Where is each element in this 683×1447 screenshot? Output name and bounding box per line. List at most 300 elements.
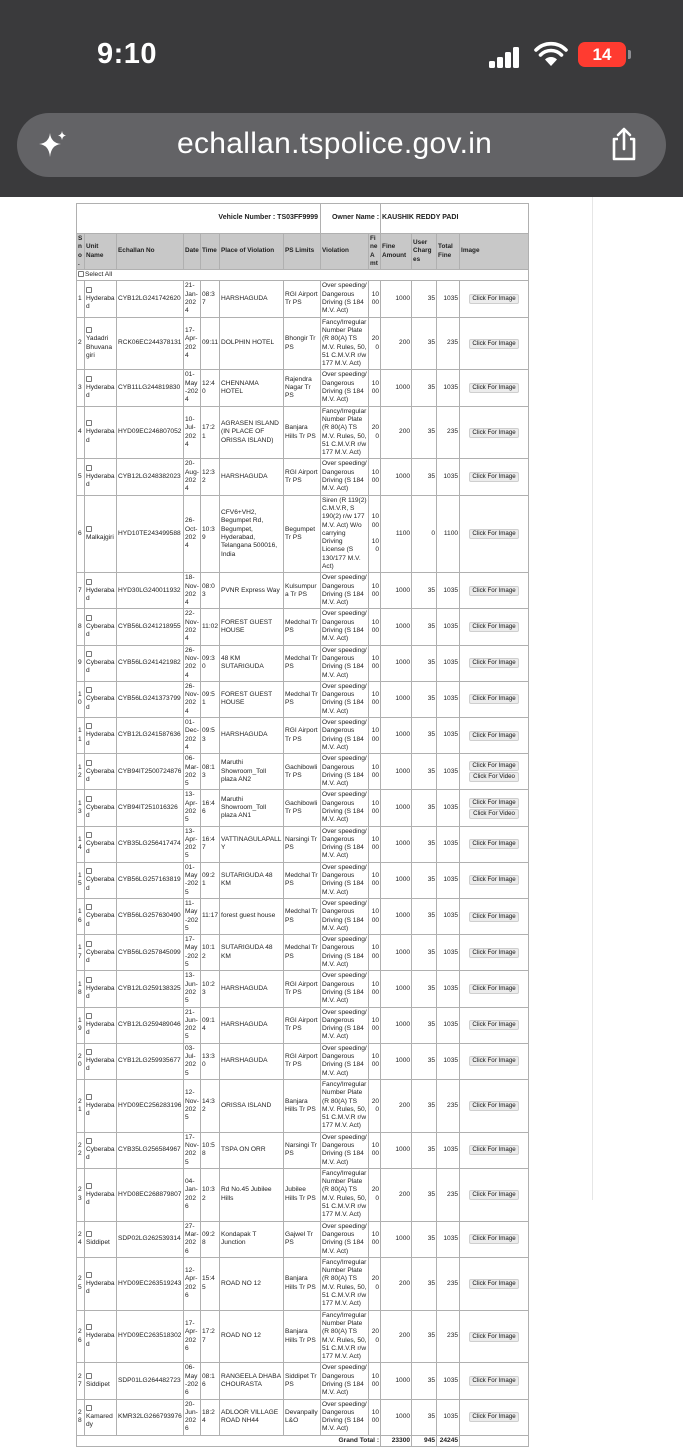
click-for-image-button[interactable]: Click For Image: [469, 1279, 519, 1289]
fine-amount-cell: 1000: [381, 645, 412, 681]
click-for-image-button[interactable]: Click For Image: [469, 948, 519, 958]
user-charges-cell: 35: [412, 1257, 437, 1310]
time-cell: 12:32: [201, 459, 220, 495]
violation-cell: Over speeding/ Dangerous Driving (S 184 M.V. Act): [321, 1007, 369, 1043]
user-charges-cell: 35: [412, 645, 437, 681]
place-cell: PVNR Express Way: [220, 573, 284, 609]
unit-cell: [85, 281, 117, 317]
echallan-no-cell: CYB12LG259935677: [117, 1043, 184, 1079]
total-fine-cell: 235: [437, 1257, 460, 1310]
row-checkbox[interactable]: [86, 579, 92, 585]
user-charges-cell: 35: [412, 971, 437, 1007]
table-row: [77, 790, 529, 826]
total-fine-cell: 1035: [437, 459, 460, 495]
grand-total-user-charges: 945: [412, 1435, 437, 1446]
sno-cell: 26: [77, 1310, 85, 1363]
vehicle-info-row: [77, 204, 529, 234]
image-cell: [460, 1363, 529, 1399]
date-cell: 26-Nov-2024: [184, 645, 201, 681]
unit-name: Hyderabad: [86, 428, 115, 444]
row-checkbox[interactable]: [86, 687, 92, 693]
time-cell: 16:46: [201, 790, 220, 826]
echallan-no-cell: HYD10TE243499588: [117, 495, 184, 573]
unit-cell: [85, 1079, 117, 1132]
row-checkbox[interactable]: [86, 1272, 92, 1278]
date-cell: 17-Nov-2025: [184, 1132, 201, 1168]
fine-amt-cell: [369, 370, 381, 406]
row-checkbox[interactable]: [86, 977, 92, 983]
click-for-image-button[interactable]: Click For Image: [469, 383, 519, 393]
time-cell: 08:37: [201, 281, 220, 317]
user-charges-cell: 35: [412, 681, 437, 717]
unit-cell: [85, 826, 117, 862]
echallan-no-cell: CYB56LG241373799: [117, 681, 184, 717]
row-checkbox[interactable]: [86, 327, 92, 333]
row-checkbox[interactable]: [86, 1405, 92, 1411]
time-cell: 09:14: [201, 1007, 220, 1043]
row-checkbox[interactable]: [86, 1138, 92, 1144]
fine-amt-cell: [369, 1257, 381, 1310]
place-cell: CHENNAMA HOTEL: [220, 370, 284, 406]
echallan-no-cell: CYB56LG241218955: [117, 609, 184, 645]
total-fine-cell: 235: [437, 1310, 460, 1363]
total-fine-cell: 1035: [437, 1043, 460, 1079]
unit-name: Cyberabad: [86, 622, 115, 639]
fine-amt-cell: [369, 317, 381, 370]
click-for-image-button[interactable]: Click For Image: [469, 622, 519, 632]
unit-cell: [85, 862, 117, 898]
fine-amt: 1000: [371, 1053, 380, 1069]
row-checkbox[interactable]: [86, 376, 92, 382]
column-header: Total Fine: [437, 234, 460, 270]
ps-limits-cell: Kulsumpura Tr PS: [284, 573, 321, 609]
click-for-image-button[interactable]: Click For Image: [469, 586, 519, 596]
fine-amt-cell: [369, 971, 381, 1007]
fine-amount-cell: 200: [381, 1168, 412, 1221]
click-for-image-button[interactable]: Click For Image: [469, 658, 519, 668]
user-charges-cell: 35: [412, 1310, 437, 1363]
click-for-image-button[interactable]: Click For Image: [469, 472, 519, 482]
time-cell: 08:03: [201, 573, 220, 609]
fine-amount-cell: 1000: [381, 370, 412, 406]
user-charges-cell: 35: [412, 1399, 437, 1435]
ps-limits-cell: Jubilee Hills Tr PS: [284, 1168, 321, 1221]
click-for-video-button[interactable]: Click For Video: [469, 809, 519, 819]
place-cell: TSPA ON ORR: [220, 1132, 284, 1168]
table-row: [77, 1007, 529, 1043]
table-row: [77, 317, 529, 370]
echallan-no-cell: CYB11LG244819830: [117, 370, 184, 406]
total-fine-cell: 1100: [437, 495, 460, 573]
row-checkbox[interactable]: [86, 287, 92, 293]
fine-amount-cell: 200: [381, 1257, 412, 1310]
fine-amount-cell: 1000: [381, 281, 412, 317]
total-fine-cell: 1035: [437, 1363, 460, 1399]
fine-amt: 1000: [371, 727, 380, 743]
click-for-image-button[interactable]: Click For Image: [469, 1234, 519, 1244]
click-for-image-button[interactable]: Click For Image: [469, 731, 519, 741]
table-row: [77, 1363, 529, 1399]
image-cell: [460, 495, 529, 573]
column-header: Fine Amt: [369, 234, 381, 270]
user-charges-cell: 35: [412, 898, 437, 934]
fine-amt: 1000: [371, 1016, 380, 1033]
violation-cell: Over speeding/ Dangerous Driving (S 184 M.V. Act): [321, 718, 369, 754]
click-for-image-button[interactable]: Click For Image: [469, 912, 519, 922]
click-for-image-button[interactable]: Click For Image: [469, 1056, 519, 1066]
unit-cell: [85, 459, 117, 495]
browser-chrome: [0, 0, 683, 197]
ps-limits-cell: Banjara Hills Tr PS: [284, 1310, 321, 1363]
row-checkbox[interactable]: [86, 1013, 92, 1019]
place-cell: Kondapak T Junction: [220, 1221, 284, 1257]
date-cell: 22-Nov-2024: [184, 609, 201, 645]
fine-amt-cell: [369, 898, 381, 934]
row-checkbox[interactable]: [86, 941, 92, 947]
sno-cell: 7: [77, 573, 85, 609]
sno-cell: 28: [77, 1399, 85, 1435]
total-fine-cell: 1035: [437, 573, 460, 609]
total-fine-cell: 1035: [437, 1132, 460, 1168]
fine-amount-cell: 1000: [381, 573, 412, 609]
scrollbar-track[interactable]: [592, 197, 593, 1200]
user-charges-cell: 35: [412, 459, 437, 495]
violation-cell: Fancy/Irregular Number Plate (R 80(A) TS M.V. Rules, 50, 51 C.M.V.R r/w 177 M.V. Act): [321, 317, 369, 370]
fine-amount-cell: 1000: [381, 790, 412, 826]
place-cell: SUTARIGUDA 48 KM: [220, 862, 284, 898]
image-cell: [460, 1007, 529, 1043]
fine-amount-cell: 1000: [381, 459, 412, 495]
user-charges-cell: 35: [412, 370, 437, 406]
echallan-no-cell: CYB12LG241742620: [117, 281, 184, 317]
click-for-image-button[interactable]: Click For Image: [469, 1145, 519, 1155]
table-row: [77, 1221, 529, 1257]
time-cell: 17:27: [201, 1310, 220, 1363]
click-for-image-button[interactable]: Click For Image: [469, 428, 519, 438]
date-cell: 12-Apr-2026: [184, 1257, 201, 1310]
row-checkbox[interactable]: [86, 760, 92, 766]
row-checkbox[interactable]: [86, 1183, 92, 1189]
date-cell: 21-Jun-2025: [184, 1007, 201, 1043]
place-cell: ROAD NO 12: [220, 1257, 284, 1310]
click-for-video-button[interactable]: Click For Video: [469, 772, 519, 782]
user-charges-cell: 35: [412, 1363, 437, 1399]
column-header: User Charges: [412, 234, 437, 270]
unit-cell: [85, 645, 117, 681]
row-checkbox[interactable]: [86, 1231, 92, 1237]
table-row: [77, 406, 529, 459]
fine-amount-cell: 1000: [381, 862, 412, 898]
ps-limits-cell: Siddipet Tr PS: [284, 1363, 321, 1399]
image-cell: [460, 681, 529, 717]
click-for-image-button[interactable]: Click For Image: [469, 1376, 519, 1386]
user-charges-cell: 35: [412, 754, 437, 790]
unit-cell: [85, 1363, 117, 1399]
sno-cell: 12: [77, 754, 85, 790]
ps-limits-cell: Devanpally L&O: [284, 1399, 321, 1435]
row-checkbox[interactable]: [86, 832, 92, 838]
image-cell: [460, 645, 529, 681]
sno-cell: 20: [77, 1043, 85, 1079]
unit-cell: [85, 681, 117, 717]
place-cell: VATTINAGULAPALLY: [220, 826, 284, 862]
ps-limits-cell: Medchal Tr PS: [284, 862, 321, 898]
sno-cell: 10: [77, 681, 85, 717]
click-for-image-button[interactable]: Click For Image: [469, 294, 519, 304]
row-checkbox[interactable]: [86, 465, 92, 471]
click-for-image-button[interactable]: Click For Image: [469, 1101, 519, 1111]
column-header: Sno.: [77, 234, 85, 270]
fine-amt: 1000: [371, 763, 380, 779]
date-cell: 12-Nov-2025: [184, 1079, 201, 1132]
place-cell: HARSHAGUDA: [220, 1043, 284, 1079]
row-checkbox[interactable]: [86, 904, 92, 910]
violation-cell: Over speeding/ Dangerous Driving (S 184 M.V. Act): [321, 573, 369, 609]
date-cell: 01-May-2024: [184, 370, 201, 406]
click-for-image-button[interactable]: Click For Image: [469, 529, 519, 539]
fine-amount-cell: 1000: [381, 1043, 412, 1079]
table-row: [77, 898, 529, 934]
unit-name: Hyderabad: [86, 1101, 115, 1117]
echallan-no-cell: CYB35LG256417474: [117, 826, 184, 862]
fine-amt-cell: [369, 406, 381, 459]
image-cell: [460, 1221, 529, 1257]
place-cell: ADLOOR VILLAGE ROAD NH44: [220, 1399, 284, 1435]
image-cell: [460, 573, 529, 609]
click-for-image-button[interactable]: Click For Image: [469, 875, 519, 885]
table-row: [77, 826, 529, 862]
echallan-no-cell: HYD30LG240011932: [117, 573, 184, 609]
unit-name: Malkajgiri: [86, 533, 114, 541]
grand-total-fine: 24245: [437, 1435, 460, 1446]
violation-cell: Over speeding/ Dangerous Driving (S 184 M.V. Act): [321, 826, 369, 862]
image-cell: [460, 281, 529, 317]
click-for-image-button[interactable]: Click For Image: [469, 761, 519, 771]
user-charges-cell: 0: [412, 495, 437, 573]
share-icon[interactable]: [609, 127, 639, 161]
echallan-no-cell: HYD09EC263518302: [117, 1310, 184, 1363]
row-checkbox[interactable]: [86, 868, 92, 874]
date-cell: 06-Mar-2025: [184, 754, 201, 790]
row-checkbox[interactable]: [86, 420, 92, 426]
total-fine-cell: 1035: [437, 370, 460, 406]
fine-amt-cell: [369, 1043, 381, 1079]
fine-amt-cell: [369, 1399, 381, 1435]
violation-cell: Over speeding/ Dangerous Driving (S 184 M.V. Act): [321, 935, 369, 971]
cellular-signal-icon: [489, 46, 521, 68]
violation-cell: Fancy/Irregular Number Plate (R 80(A) TS M.V. Rules, 50, 51 C.M.V.R r/w 177 M.V. Act): [321, 1079, 369, 1132]
select-all-checkbox[interactable]: [78, 271, 84, 277]
echallan-no-cell: CYB56LG257845099: [117, 935, 184, 971]
time-cell: 10:32: [201, 1168, 220, 1221]
image-cell: [460, 1399, 529, 1435]
owner-name-label: Owner Name :: [321, 204, 381, 234]
unit-name: Kamareddy: [86, 1413, 113, 1429]
row-checkbox[interactable]: [86, 1094, 92, 1100]
fine-amt: 1000: [371, 654, 380, 671]
total-fine-cell: 235: [437, 317, 460, 370]
time-cell: 16:47: [201, 826, 220, 862]
sno-cell: 11: [77, 718, 85, 754]
fine-amount-cell: 1000: [381, 1363, 412, 1399]
place-cell: ORISSA ISLAND: [220, 1079, 284, 1132]
ps-limits-cell: RGI Airport Tr PS: [284, 1043, 321, 1079]
row-checkbox[interactable]: [86, 651, 92, 657]
unit-cell: [85, 971, 117, 1007]
url-text[interactable]: echallan.tspolice.gov.in: [177, 127, 493, 160]
total-fine-cell: 235: [437, 406, 460, 459]
violation-cell: Over speeding/ Dangerous Driving (S 184 M.V. Act): [321, 862, 369, 898]
ps-limits-cell: Banjara Hills Tr PS: [284, 1079, 321, 1132]
table-row: [77, 645, 529, 681]
row-checkbox[interactable]: [86, 723, 92, 729]
table-row: [77, 681, 529, 717]
date-cell: 26-Nov-2024: [184, 681, 201, 717]
sno-cell: 21: [77, 1079, 85, 1132]
ps-limits-cell: RGI Airport Tr PS: [284, 971, 321, 1007]
fine-amt: 200: [371, 335, 380, 351]
time-cell: 14:32: [201, 1079, 220, 1132]
unit-name: Cyberabad: [86, 695, 115, 711]
row-checkbox[interactable]: [86, 796, 92, 802]
echallan-no-cell: HYD09EC263519243: [117, 1257, 184, 1310]
table-row: [77, 609, 529, 645]
table-row: [77, 1257, 529, 1310]
image-cell: [460, 317, 529, 370]
unit-name: Yadadri Bhuvanagiri: [86, 335, 113, 359]
user-charges-cell: 35: [412, 1168, 437, 1221]
echallan-no-cell: SDP02LG262539314: [117, 1221, 184, 1257]
place-cell: DOLPHIN HOTEL: [220, 317, 284, 370]
owner-name: KAUSHIK REDDY PADI: [381, 204, 529, 234]
table-row: [77, 1168, 529, 1221]
unit-cell: [85, 898, 117, 934]
fine-amt-cell: [369, 935, 381, 971]
fine-amount-cell: 200: [381, 1310, 412, 1363]
fine-amt: 200: [371, 1186, 380, 1202]
image-cell: [460, 1310, 529, 1363]
image-cell: [460, 826, 529, 862]
sno-cell: 19: [77, 1007, 85, 1043]
violation-cell: Siren (R 119(2) C.M.V.R, S 190(2) r/w 177 M.V. Act) W/o carrying Driving License (S 130/177 M.V. Act): [321, 495, 369, 573]
time-cell: 09:28: [201, 1221, 220, 1257]
fine-amt-cell: [369, 681, 381, 717]
echallan-no-cell: HYD09EC256283196: [117, 1079, 184, 1132]
sparkle-icon[interactable]: [37, 129, 69, 161]
click-for-image-button[interactable]: Click For Image: [469, 1190, 519, 1200]
unit-name: Hyderabad: [86, 1057, 115, 1073]
address-bar[interactable]: [17, 113, 666, 177]
column-header: Time: [201, 234, 220, 270]
vehicle-number-cell: [77, 204, 321, 234]
click-for-image-button[interactable]: Click For Image: [469, 1020, 519, 1030]
unit-cell: [85, 1221, 117, 1257]
fine-amt-cell: [369, 645, 381, 681]
time-cell: 09:53: [201, 718, 220, 754]
unit-name: Cyberabad: [86, 876, 115, 892]
image-cell: [460, 609, 529, 645]
click-for-image-button[interactable]: Click For Image: [469, 694, 519, 704]
fine-amount-cell: 1000: [381, 1399, 412, 1435]
column-header: Echallan No: [117, 234, 184, 270]
place-cell: CFV6+VH2, Begumpet Rd, Begumpet, Hyderabad, Telangana 500016, India: [220, 495, 284, 573]
fine-amt: 200: [371, 1097, 380, 1113]
fine-amount-cell: 1000: [381, 1221, 412, 1257]
unit-name: Hyderabad: [86, 1190, 115, 1206]
total-fine-cell: 1035: [437, 826, 460, 862]
place-cell: AGRASEN ISLAND (IN PLACE OF ORISSA ISLAND): [220, 406, 284, 459]
fine-amount-cell: 1000: [381, 1007, 412, 1043]
row-checkbox[interactable]: [86, 1324, 92, 1330]
date-cell: 04-Jan-2026: [184, 1168, 201, 1221]
ps-limits-cell: Narsingi Tr PS: [284, 826, 321, 862]
fine-amt: 200: [371, 1275, 380, 1291]
user-charges-cell: 35: [412, 826, 437, 862]
row-checkbox[interactable]: [86, 615, 92, 621]
place-cell: HARSHAGUDA: [220, 718, 284, 754]
violation-cell: Over speeding/ Dangerous Driving (S 184 M.V. Act): [321, 370, 369, 406]
fine-amt: 1000: [371, 691, 380, 707]
ps-limits-cell: Narsingi Tr PS: [284, 1132, 321, 1168]
fine-amt-cell: [369, 826, 381, 862]
echallan-no-cell: CYB94IT2500724876: [117, 754, 184, 790]
click-for-image-button[interactable]: Click For Image: [469, 1332, 519, 1342]
unit-cell: [85, 406, 117, 459]
row-checkbox[interactable]: [86, 1049, 92, 1055]
unit-cell: [85, 1043, 117, 1079]
unit-name: Hyderabad: [86, 1279, 115, 1295]
table-row: [77, 1132, 529, 1168]
fine-amt: 1000: [371, 835, 380, 852]
total-fine-cell: 1035: [437, 754, 460, 790]
click-for-image-button[interactable]: Click For Image: [469, 798, 519, 808]
user-charges-cell: 35: [412, 1007, 437, 1043]
date-cell: 17-Apr-2026: [184, 1310, 201, 1363]
click-for-image-button[interactable]: Click For Image: [469, 339, 519, 349]
fine-amt-cell: [369, 1221, 381, 1257]
row-checkbox[interactable]: [86, 526, 92, 532]
violation-cell: Over speeding/ Dangerous Driving (S 184 M.V. Act): [321, 898, 369, 934]
image-cell: [460, 862, 529, 898]
fine-amt: 1000: [371, 980, 380, 996]
unit-name: Cyberabad: [86, 803, 115, 820]
select-all-cell: [77, 270, 529, 281]
date-cell: 03-Jul-2025: [184, 1043, 201, 1079]
fine-amt: 200: [371, 1328, 380, 1344]
unit-cell: [85, 573, 117, 609]
time-cell: 09:30: [201, 645, 220, 681]
click-for-image-button[interactable]: Click For Image: [469, 839, 519, 849]
row-checkbox[interactable]: [86, 1373, 92, 1379]
click-for-image-button[interactable]: Click For Image: [469, 984, 519, 994]
unit-cell: [85, 495, 117, 573]
grand-total-empty: [460, 1435, 529, 1446]
ps-limits-cell: Banjara Hills Tr PS: [284, 1257, 321, 1310]
sno-cell: 27: [77, 1363, 85, 1399]
column-header: Place of Violation: [220, 234, 284, 270]
column-header: Violation: [321, 234, 369, 270]
fine-amt-cell: [369, 1168, 381, 1221]
fine-amt: 1000: [371, 582, 380, 598]
column-header: Date: [184, 234, 201, 270]
place-cell: RANGEELA DHABA CHOURASTA: [220, 1363, 284, 1399]
place-cell: HARSHAGUDA: [220, 971, 284, 1007]
table-row: [77, 862, 529, 898]
time-cell: 09:51: [201, 681, 220, 717]
table-header-row: [77, 234, 529, 270]
column-header: Unit Name: [85, 234, 117, 270]
click-for-image-button[interactable]: Click For Image: [469, 1412, 519, 1422]
